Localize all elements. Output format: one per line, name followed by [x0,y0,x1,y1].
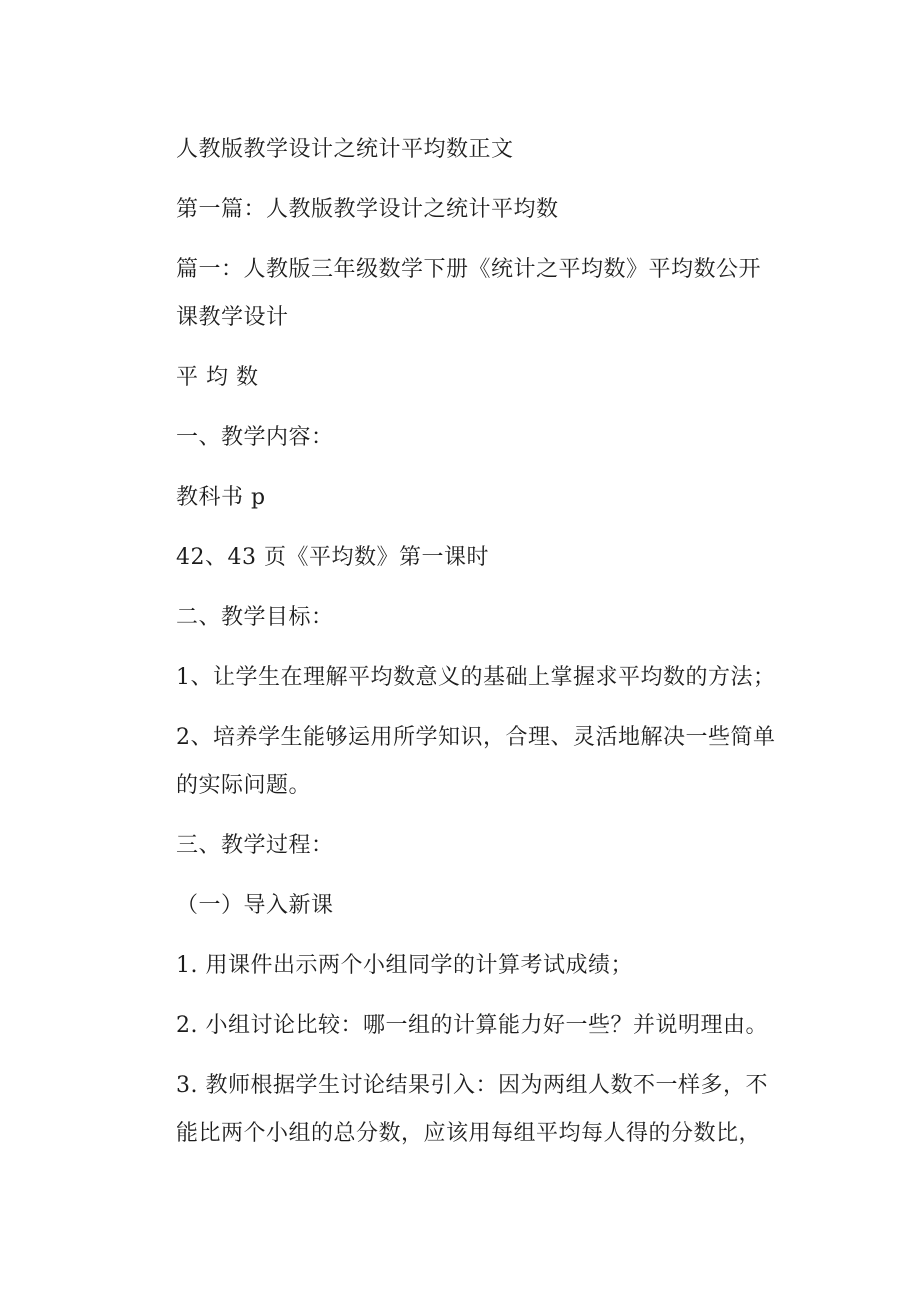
paragraph-heading-process [176,822,770,870]
text-line: 课教学设计 [176,305,289,330]
paragraph-pages [176,534,770,582]
text-line: 一、教学内容： [176,425,334,450]
text-line: 三、教学过程： [176,833,334,858]
text-line: 平 均 数 [176,365,259,390]
text-line: 42、43 页《平均数》第一课时 [176,545,489,570]
paragraph-textbook [176,474,770,522]
paragraph-section-1 [176,186,770,234]
text-line: 能比两个小组的总分数，应该用每组平均每人得的分数比， [176,1121,762,1146]
paragraph-goal-1 [176,654,776,702]
text-line: 人教版教学设计之统计平均数正文 [176,137,514,162]
paragraph-step-3 [176,1062,770,1158]
paragraph-lesson-title [176,354,770,402]
paragraph-section-1-subtitle [176,246,770,342]
paragraph-heading-goals [176,594,770,642]
paragraph-title [176,126,770,174]
text-line: 1、让学生在理解平均数意义的基础上掌握求平均数的方法； [176,665,776,690]
paragraph-heading-content [176,414,770,462]
text-line: （一）导入新课 [176,893,334,918]
text-line: 3. 教师根据学生讨论结果引入：因为两组人数不一样多，不 [176,1073,768,1098]
text-line: 二、教学目标： [176,605,334,630]
text-line: 2、培养学生能够运用所学知识，合理、灵活地解决一些简单 [176,725,776,750]
text-line: 1. 用课件出示两个小组同学的计算考试成绩； [176,953,633,978]
text-line: 教科书 p [176,485,266,510]
text-line: 篇一：人教版三年级数学下册《统计之平均数》平均数公开 [176,257,762,282]
paragraph-goal-2 [176,714,776,810]
text-line: 2. 小组讨论比较：哪一组的计算能力好一些？并说明理由。 [176,1013,768,1038]
paragraph-step-2 [176,1002,770,1050]
paragraph-step-1 [176,942,770,990]
paragraph-intro-heading [176,882,770,930]
text-line: 的实际问题。 [176,773,312,798]
text-line: 第一篇：人教版教学设计之统计平均数 [176,197,559,222]
